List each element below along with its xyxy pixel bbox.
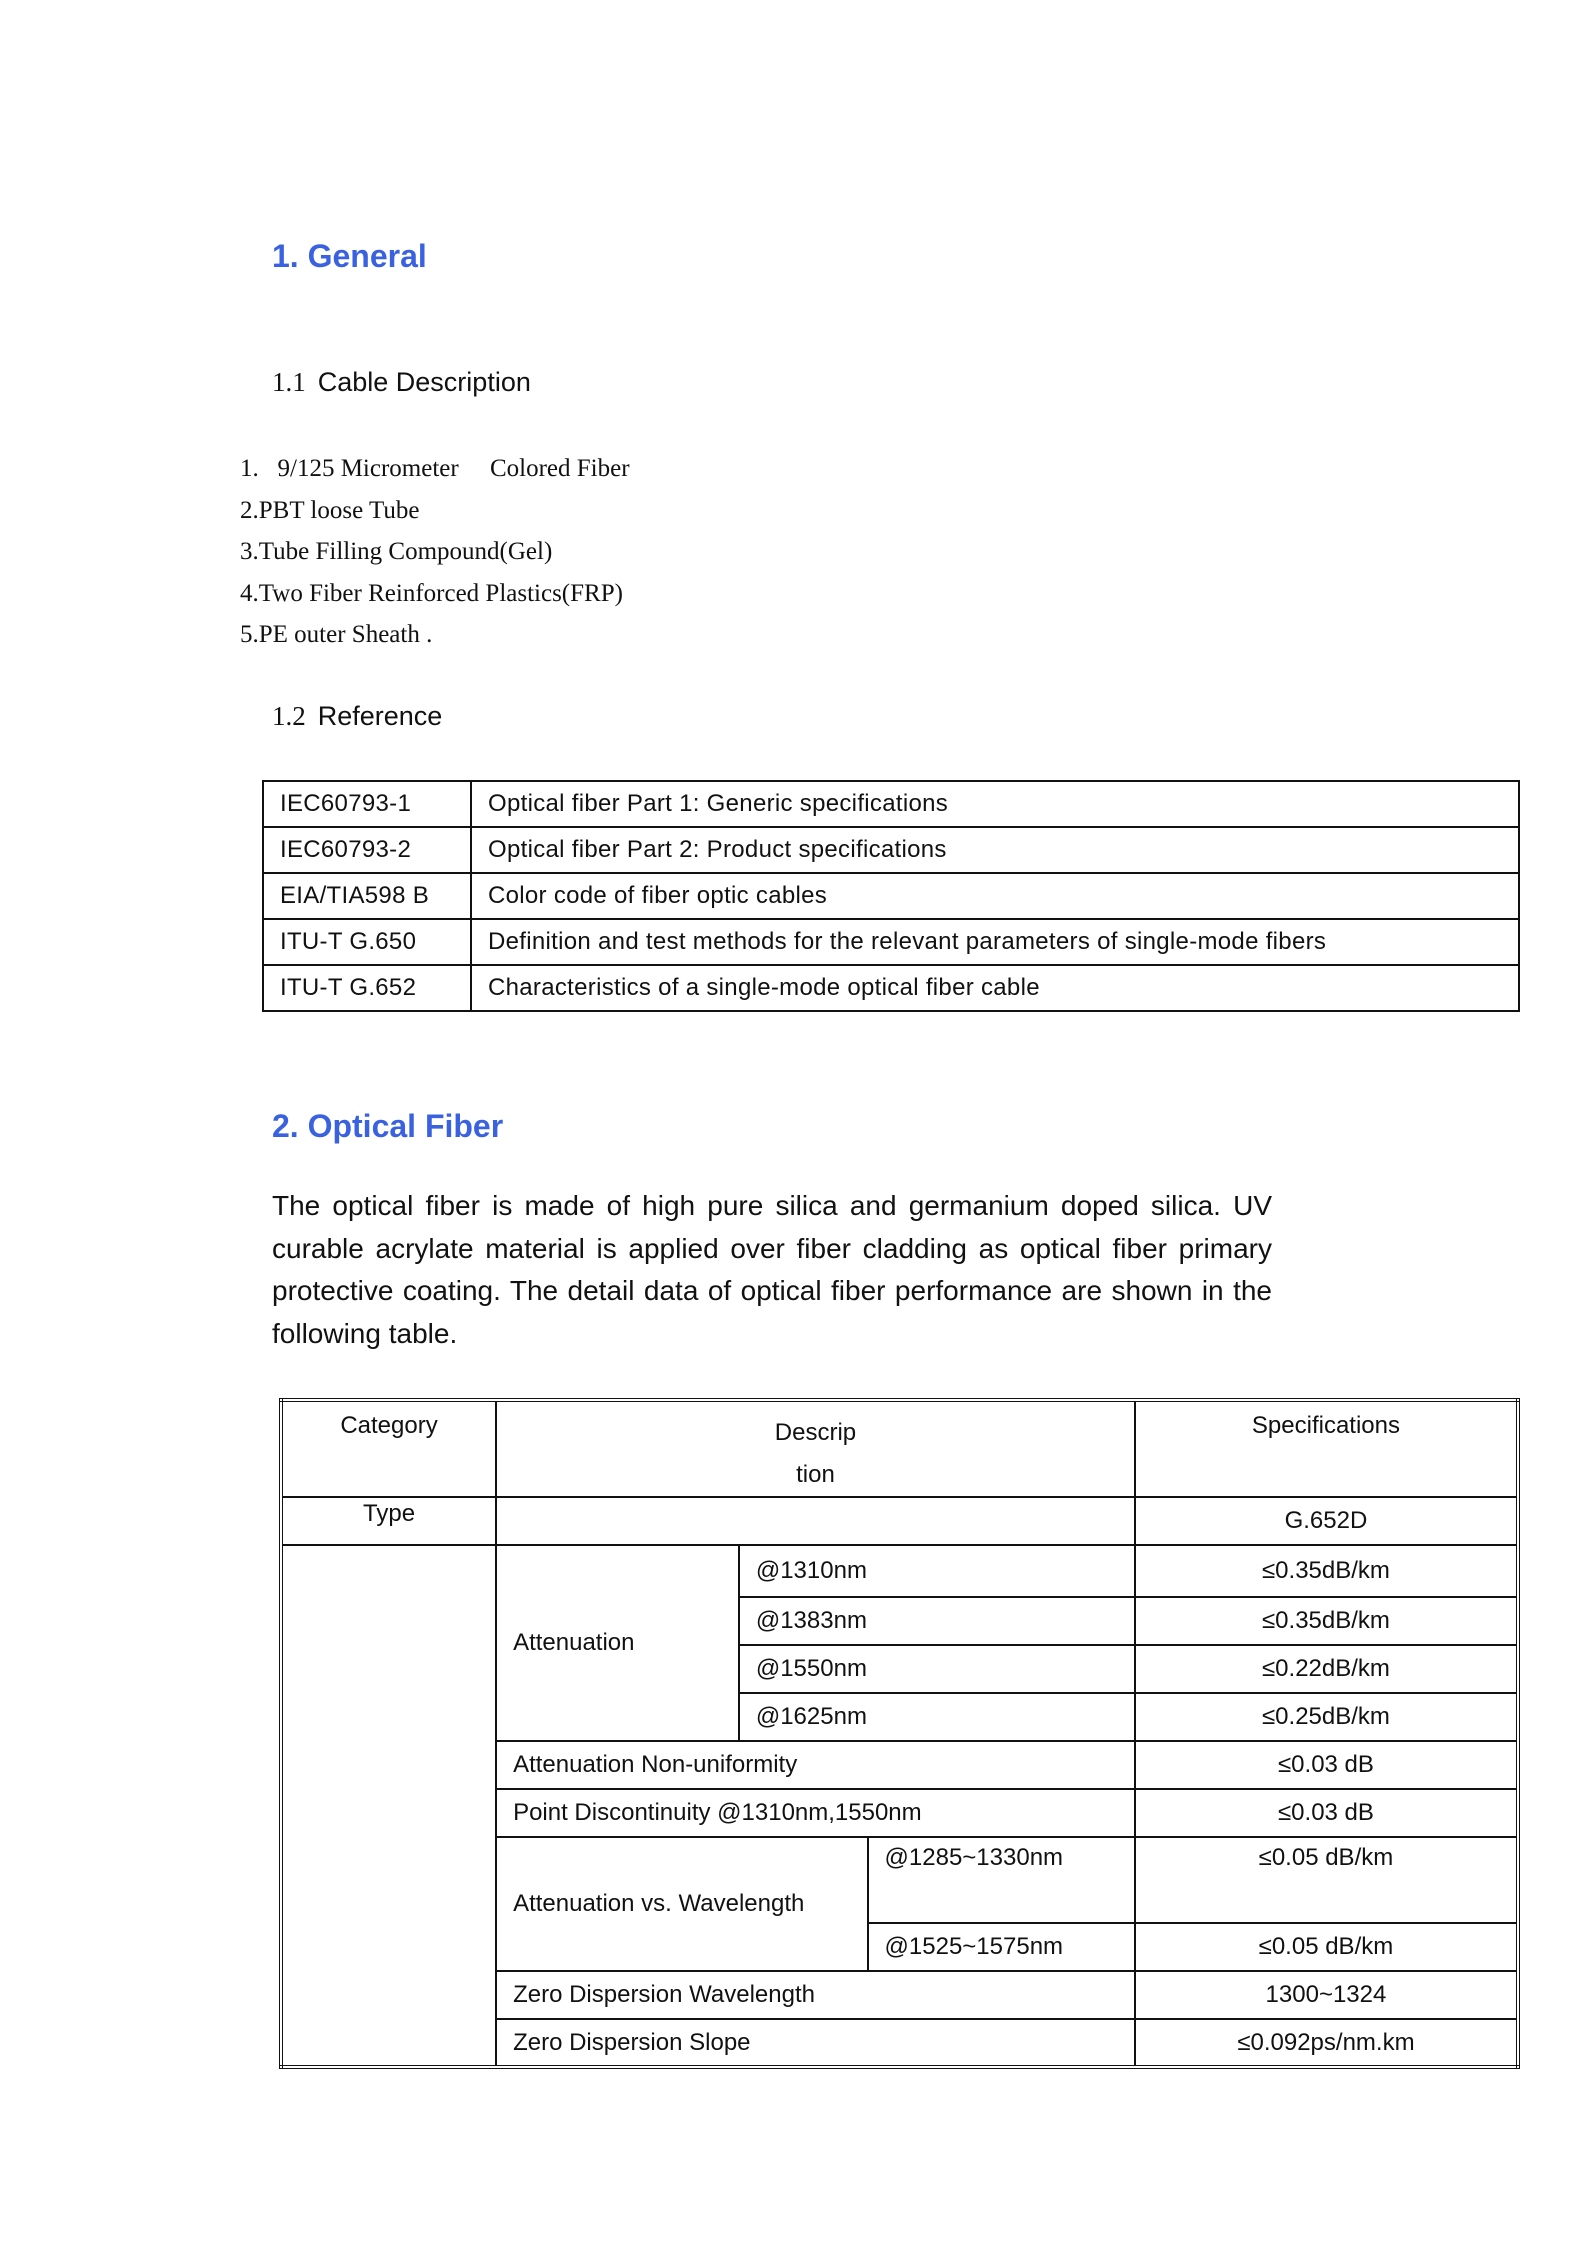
reference-description: Characteristics of a single-mode optical fiber cable	[471, 965, 1519, 1011]
fiber-spec-table	[279, 1398, 1520, 2069]
att-vs-wavelength-value: ≤0.05 dB/km	[1135, 1923, 1518, 1971]
non-uniformity-label: Attenuation Non-uniformity	[496, 1741, 1135, 1789]
list-item: 1. 9/125 Micrometer Colored Fiber	[240, 455, 630, 482]
type-value: G.652D	[1135, 1497, 1518, 1545]
section-title-optical-fiber: 2. Optical Fiber	[272, 1108, 504, 1144]
table-row	[263, 827, 1519, 873]
point-discontinuity-value: ≤0.03 dB	[1135, 1789, 1518, 1837]
optical-fiber-paragraph: The optical fiber is made of high pure silica and germanium doped silica. UV curable acrylate material is applied over fiber cladding as optical fiber primary protective coating. The detail data of optical fiber performance are shown in the following table.	[272, 1190, 1272, 1349]
table-row	[263, 873, 1519, 919]
table-row	[263, 919, 1519, 965]
cable-description-list	[240, 448, 630, 656]
table-header-row	[281, 1400, 1518, 1497]
zero-dispersion-wavelength-value: 1300~1324	[1135, 1971, 1518, 2019]
reference-code: EIA/TIA598 B	[263, 873, 471, 919]
attenuation-wavelength: @1383nm	[739, 1597, 1135, 1645]
header-category: Category	[281, 1400, 496, 1497]
subsection-label: Cable Description	[317, 367, 531, 397]
list-item: 3.Tube Filling Compound(Gel)	[240, 538, 553, 565]
list-item: 4.Two Fiber Reinforced Plastics(FRP)	[240, 579, 623, 607]
non-uniformity-value: ≤0.03 dB	[1135, 1741, 1518, 1789]
subsection-number: 1.1	[272, 367, 306, 397]
attenuation-wavelength: @1550nm	[739, 1645, 1135, 1693]
attenuation-wavelength: @1310nm	[739, 1545, 1135, 1597]
attenuation-wavelength: @1625nm	[739, 1693, 1135, 1741]
zero-dispersion-wavelength-label: Zero Dispersion Wavelength	[496, 1971, 1135, 2019]
header-description-line: Descrip	[774, 1419, 857, 1446]
attenuation-value: ≤0.35dB/km	[1135, 1545, 1518, 1597]
type-description	[496, 1497, 1135, 1545]
att-vs-wavelength-value: ≤0.05 dB/km	[1135, 1837, 1518, 1923]
attenuation-value: ≤0.22dB/km	[1135, 1645, 1518, 1693]
type-label: Type	[281, 1497, 496, 1545]
reference-code: ITU-T G.650	[263, 919, 471, 965]
section-title-general: 1. General	[272, 238, 427, 274]
table-row	[281, 1545, 1518, 1597]
subsection-reference	[272, 703, 442, 730]
reference-table	[262, 780, 1520, 1012]
header-specifications: Specifications	[1135, 1400, 1518, 1497]
attenuation-label: Attenuation	[496, 1545, 739, 1741]
att-vs-wavelength-range: @1525~1575nm	[868, 1923, 1135, 1971]
list-item: 5.PE outer Sheath .	[240, 621, 433, 648]
reference-code: IEC60793-1	[263, 781, 471, 827]
reference-description: Optical fiber Part 2: Product specifications	[471, 827, 1519, 873]
zero-dispersion-slope-label: Zero Dispersion Slope	[496, 2019, 1135, 2067]
list-item: 2.PBT loose Tube	[240, 496, 420, 524]
att-vs-wavelength-range: @1285~1330nm	[868, 1837, 1135, 1923]
attenuation-value: ≤0.35dB/km	[1135, 1597, 1518, 1645]
attenuation-value: ≤0.25dB/km	[1135, 1693, 1518, 1741]
header-description	[496, 1400, 1135, 1497]
table-row	[281, 1497, 1518, 1545]
reference-description: Definition and test methods for the relevant parameters of single-mode fibers	[471, 919, 1519, 965]
header-description-line: tion	[796, 1461, 835, 1488]
reference-description: Optical fiber Part 1: Generic specifications	[471, 781, 1519, 827]
table-row	[263, 965, 1519, 1011]
reference-description: Color code of fiber optic cables	[471, 873, 1519, 919]
zero-dispersion-slope-value: ≤0.092ps/nm.km	[1135, 2019, 1518, 2067]
att-vs-wavelength-label: Attenuation vs. Wavelength	[496, 1837, 867, 1971]
subsection-cable-description	[272, 369, 531, 396]
reference-code: IEC60793-2	[263, 827, 471, 873]
table-row	[263, 781, 1519, 827]
reference-code: ITU-T G.652	[263, 965, 471, 1011]
category-cell	[281, 1545, 496, 2067]
subsection-number: 1.2	[272, 701, 306, 731]
point-discontinuity-label: Point Discontinuity @1310nm,1550nm	[496, 1789, 1135, 1837]
subsection-label: Reference	[317, 701, 443, 731]
